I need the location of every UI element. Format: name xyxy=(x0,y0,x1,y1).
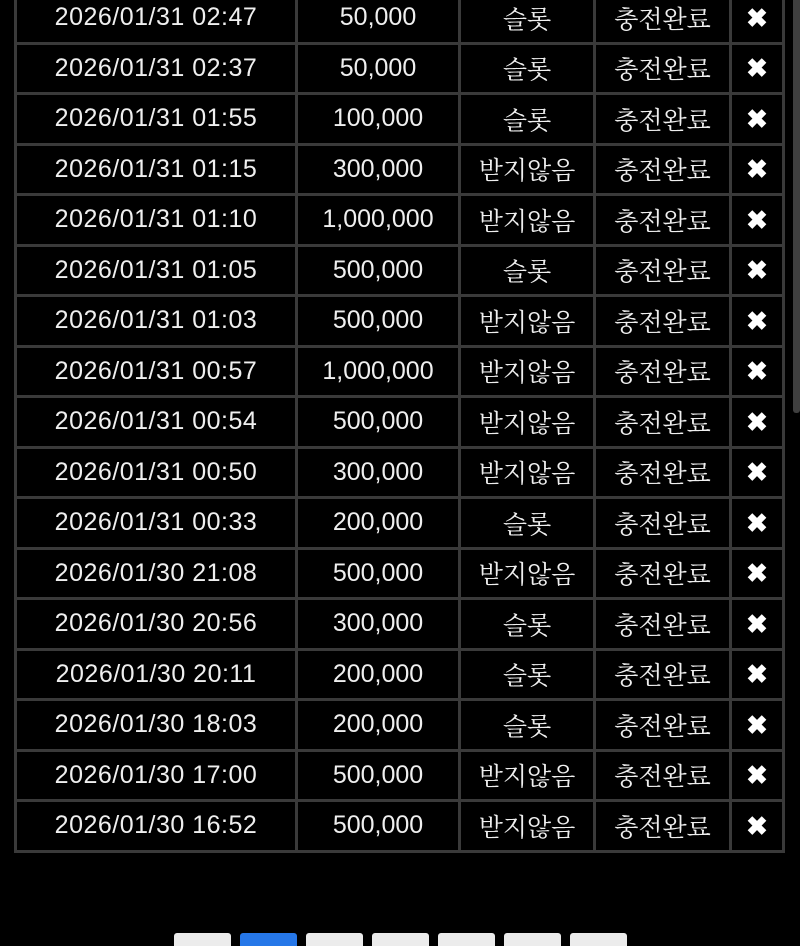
cell-datetime: 2026/01/30 18:03 xyxy=(16,700,297,751)
cell-status: 충전완료 xyxy=(595,346,731,397)
cell-datetime: 2026/01/31 02:37 xyxy=(16,43,297,94)
table-row xyxy=(16,700,784,751)
pagination-page-button-2-active[interactable] xyxy=(240,933,297,946)
table-row xyxy=(16,548,784,599)
cell-amount: 500,000 xyxy=(297,801,460,852)
table-row xyxy=(16,750,784,801)
cell-category: 받지않음 xyxy=(460,397,595,448)
close-icon: ✖ xyxy=(746,406,768,437)
cell-amount: 100,000 xyxy=(297,94,460,145)
table-row xyxy=(16,346,784,397)
cell-status: 충전완료 xyxy=(595,144,731,195)
delete-row-button[interactable] xyxy=(732,45,782,93)
table-row xyxy=(16,144,784,195)
cell-datetime: 2026/01/31 01:15 xyxy=(16,144,297,195)
close-icon: ✖ xyxy=(746,659,768,690)
close-icon: ✖ xyxy=(746,103,768,134)
cell-action xyxy=(731,599,784,650)
delete-row-button[interactable] xyxy=(732,348,782,396)
cell-datetime: 2026/01/30 20:11 xyxy=(16,649,297,700)
cell-category: 받지않음 xyxy=(460,346,595,397)
delete-row-button[interactable] xyxy=(732,398,782,446)
close-icon: ✖ xyxy=(746,558,768,589)
delete-row-button[interactable] xyxy=(732,600,782,648)
close-icon: ✖ xyxy=(746,760,768,791)
close-icon: ✖ xyxy=(746,356,768,387)
cell-datetime: 2026/01/30 21:08 xyxy=(16,548,297,599)
cell-datetime: 2026/01/31 01:10 xyxy=(16,195,297,246)
pagination xyxy=(0,933,800,946)
close-icon: ✖ xyxy=(746,608,768,639)
cell-action xyxy=(731,750,784,801)
cell-amount: 500,000 xyxy=(297,750,460,801)
cell-action xyxy=(731,498,784,549)
cell-action xyxy=(731,195,784,246)
cell-category: 받지않음 xyxy=(460,447,595,498)
cell-datetime: 2026/01/30 17:00 xyxy=(16,750,297,801)
cell-category: 슬롯 xyxy=(460,94,595,145)
table-row xyxy=(16,801,784,852)
close-icon: ✖ xyxy=(746,154,768,185)
delete-row-button[interactable] xyxy=(732,0,782,42)
cell-action xyxy=(731,0,784,43)
cell-status: 충전완료 xyxy=(595,0,731,43)
table-row xyxy=(16,195,784,246)
cell-amount: 200,000 xyxy=(297,649,460,700)
pagination-page-button-7[interactable] xyxy=(570,933,627,946)
cell-amount: 200,000 xyxy=(297,700,460,751)
cell-datetime: 2026/01/31 00:57 xyxy=(16,346,297,397)
cell-amount: 500,000 xyxy=(297,548,460,599)
table-row xyxy=(16,245,784,296)
delete-row-button[interactable] xyxy=(732,95,782,143)
cell-category: 슬롯 xyxy=(460,0,595,43)
cell-action xyxy=(731,700,784,751)
close-icon: ✖ xyxy=(746,810,768,841)
cell-datetime: 2026/01/31 00:33 xyxy=(16,498,297,549)
scrollbar-thumb[interactable] xyxy=(793,0,800,413)
delete-row-button[interactable] xyxy=(732,297,782,345)
cell-category: 슬롯 xyxy=(460,649,595,700)
close-icon: ✖ xyxy=(746,53,768,84)
cell-action xyxy=(731,43,784,94)
cell-status: 충전완료 xyxy=(595,447,731,498)
delete-row-button[interactable] xyxy=(732,550,782,598)
cell-datetime: 2026/01/30 20:56 xyxy=(16,599,297,650)
cell-datetime: 2026/01/31 01:03 xyxy=(16,296,297,347)
delete-row-button[interactable] xyxy=(732,802,782,850)
cell-amount: 300,000 xyxy=(297,144,460,195)
cell-status: 충전완료 xyxy=(595,548,731,599)
delete-row-button[interactable] xyxy=(732,449,782,497)
cell-status: 충전완료 xyxy=(595,801,731,852)
cell-category: 받지않음 xyxy=(460,144,595,195)
cell-datetime: 2026/01/31 00:50 xyxy=(16,447,297,498)
cell-category: 받지않음 xyxy=(460,195,595,246)
pagination-page-button-1[interactable] xyxy=(174,933,231,946)
close-icon: ✖ xyxy=(746,507,768,538)
cell-category: 슬롯 xyxy=(460,700,595,751)
table-row xyxy=(16,43,784,94)
pagination-page-button-3[interactable] xyxy=(306,933,363,946)
delete-row-button[interactable] xyxy=(732,146,782,194)
cell-status: 충전완료 xyxy=(595,750,731,801)
charge-history-table xyxy=(14,0,785,853)
cell-datetime: 2026/01/31 01:55 xyxy=(16,94,297,145)
cell-action xyxy=(731,548,784,599)
table-row xyxy=(16,447,784,498)
cell-amount: 1,000,000 xyxy=(297,195,460,246)
cell-amount: 200,000 xyxy=(297,498,460,549)
cell-amount: 50,000 xyxy=(297,0,460,43)
cell-category: 슬롯 xyxy=(460,245,595,296)
cell-amount: 500,000 xyxy=(297,296,460,347)
cell-category: 슬롯 xyxy=(460,498,595,549)
delete-row-button[interactable] xyxy=(732,651,782,699)
cell-action xyxy=(731,94,784,145)
cell-datetime: 2026/01/31 00:54 xyxy=(16,397,297,448)
cell-action xyxy=(731,447,784,498)
cell-datetime: 2026/01/31 01:05 xyxy=(16,245,297,296)
cell-category: 슬롯 xyxy=(460,43,595,94)
close-icon: ✖ xyxy=(746,2,768,33)
cell-amount: 300,000 xyxy=(297,599,460,650)
cell-category: 받지않음 xyxy=(460,750,595,801)
table-row xyxy=(16,498,784,549)
cell-category: 슬롯 xyxy=(460,599,595,650)
delete-row-button[interactable] xyxy=(732,247,782,295)
cell-category: 받지않음 xyxy=(460,801,595,852)
cell-status: 충전완료 xyxy=(595,296,731,347)
cell-status: 충전완료 xyxy=(595,245,731,296)
charge-history-table-wrap xyxy=(14,0,782,853)
delete-row-button[interactable] xyxy=(732,752,782,800)
table-row xyxy=(16,397,784,448)
cell-action xyxy=(731,397,784,448)
close-icon: ✖ xyxy=(746,255,768,286)
pagination-page-button-6[interactable] xyxy=(504,933,561,946)
cell-action xyxy=(731,245,784,296)
pagination-page-button-4[interactable] xyxy=(372,933,429,946)
delete-row-button[interactable] xyxy=(732,701,782,749)
cell-amount: 500,000 xyxy=(297,397,460,448)
cell-datetime: 2026/01/30 16:52 xyxy=(16,801,297,852)
cell-action xyxy=(731,649,784,700)
cell-status: 충전완료 xyxy=(595,649,731,700)
cell-status: 충전완료 xyxy=(595,397,731,448)
cell-amount: 300,000 xyxy=(297,447,460,498)
cell-action xyxy=(731,346,784,397)
cell-category: 받지않음 xyxy=(460,548,595,599)
table-row xyxy=(16,599,784,650)
cell-status: 충전완료 xyxy=(595,94,731,145)
cell-category: 받지않음 xyxy=(460,296,595,347)
cell-status: 충전완료 xyxy=(595,195,731,246)
delete-row-button[interactable] xyxy=(732,196,782,244)
cell-amount: 500,000 xyxy=(297,245,460,296)
cell-action xyxy=(731,801,784,852)
cell-status: 충전완료 xyxy=(595,700,731,751)
close-icon: ✖ xyxy=(746,457,768,488)
delete-row-button[interactable] xyxy=(732,499,782,547)
close-icon: ✖ xyxy=(746,305,768,336)
table-row xyxy=(16,94,784,145)
cell-datetime: 2026/01/31 02:47 xyxy=(16,0,297,43)
cell-status: 충전완료 xyxy=(595,43,731,94)
cell-status: 충전완료 xyxy=(595,599,731,650)
table-row xyxy=(16,296,784,347)
close-icon: ✖ xyxy=(746,204,768,235)
table-row xyxy=(16,649,784,700)
cell-action xyxy=(731,296,784,347)
cell-amount: 1,000,000 xyxy=(297,346,460,397)
table-row xyxy=(16,0,784,43)
cell-status: 충전완료 xyxy=(595,498,731,549)
pagination-page-button-5[interactable] xyxy=(438,933,495,946)
cell-amount: 50,000 xyxy=(297,43,460,94)
close-icon: ✖ xyxy=(746,709,768,740)
cell-action xyxy=(731,144,784,195)
